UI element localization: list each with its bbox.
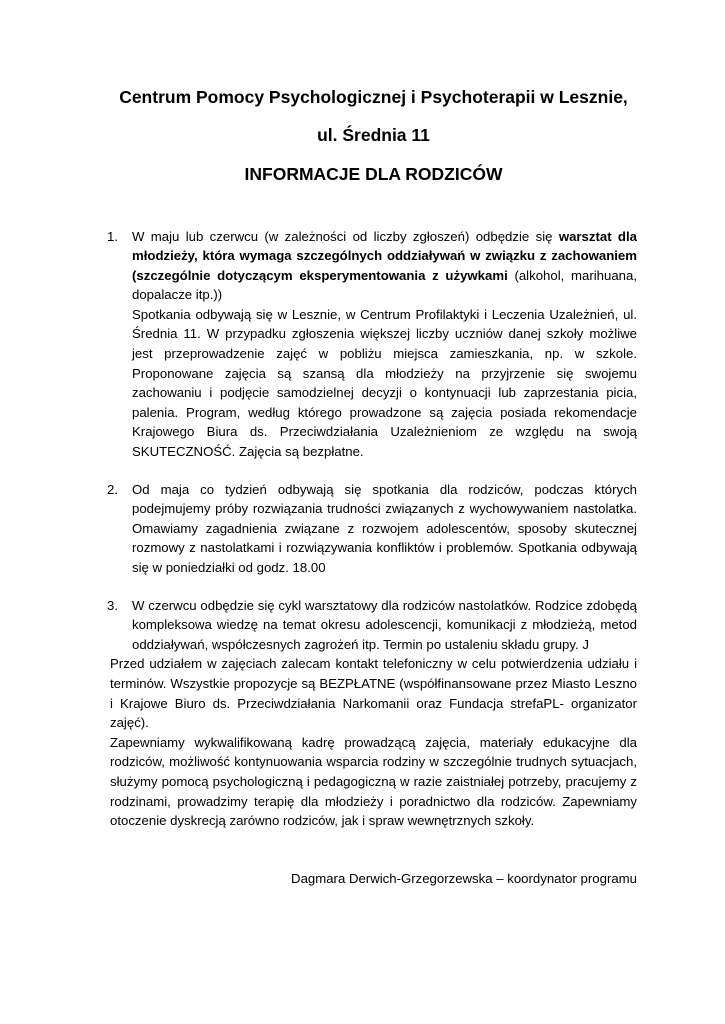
list-item-details: Spotkania odbywają się w Lesznie, w Centrum Profilaktyki i Leczenia Uzależnień, ul. Średnia 11. W przypadku zgłoszenia większej liczby uczniów danej szkoły możliwe jest przeprowadzenie zajęć w pobliżu miejsca zamieszkania, np. w szkole. Proponowane zajęcia są szansą dla młodzieży na przyjrzenie się swojemu zachowaniu i podjęcie samodzielnej decyzji o kontynuacji lub zaprzestania picia, palenia. Program, według którego prowadzone są zajęcia posiada rekomendacje Krajowego Biura ds. Przeciwdziałania Uzależnieniom ze względu na swoją SKUTECZNOŚĆ. Zajęcia są bezpłatne. xyxy=(132,306,637,460)
list-item-number: 3. xyxy=(107,597,118,613)
contact-paragraph: Przed udziałem w zajęciach zalecam kontakt telefoniczny w celu potwierdzenia udziału i terminów. Wszystkie propozycje są BEZPŁATNE (współfinansowane przez Miasto Leszno i Krajowe Biuro ds. Przeciwdziałania Narkomanii oraz Fundacja strefaPL- organizator zajęć). xyxy=(110,656,637,731)
list-item xyxy=(107,227,637,462)
offer-paragraph: Zapewniamy wykwalifikowaną kadrę prowadzącą zajęcia, materiały edukacyjne dla rodziców, możliwość kontynuowania wsparcia rodziny w szczególnie trudnych sytuacjach, służymy pomocą psychologiczną i pedagogiczną w razie zaistniałej potrzeby, pracujemy z rodzinami, prowadzimy terapię dla młodzieży i poradnictwo dla rodziców. Zapewniamy otoczenie dyskrecją zarówno rodziców, jak i spraw wewnętrznych szkoły. xyxy=(110,734,637,829)
list-item-number: 1. xyxy=(107,228,118,244)
list-item-text: W maju lub czerwcu (w zależności od liczby zgłoszeń) odbędzie się xyxy=(132,228,559,244)
list-item-text: Od maja co tydzień odbywają się spotkania dla rodziców, podczas których podejmujemy próby rozwiązania trudności związanych z wychowywaniem nastolatka. Omawiamy zagadnienia związane z rozwojem adolescentów, sposoby skutecznej rozmowy z nastolatkami i rozwiązywania konfliktów i problemów. Spotkania odbywają się w poniedziałki od godz. 18.00 xyxy=(132,481,637,575)
document-address: ul. Średnia 11 xyxy=(317,124,430,145)
list-item-number: 2. xyxy=(107,481,118,497)
document-heading: INFORMACJE DLA RODZICÓW xyxy=(244,164,503,184)
list-item-text: (alkohol, marihuana, dopalacze itp.)) xyxy=(132,267,637,303)
list-item xyxy=(107,480,637,578)
info-list xyxy=(107,227,637,655)
list-item xyxy=(107,596,637,655)
document-title-line1: Centrum Pomocy Psychologicznej i Psychoterapii w Lesznie, xyxy=(119,87,628,107)
list-item-text: W czerwcu odbędzie się cykl warsztatowy dla rodziców nastolatków. Rodzice zdobędą kompleksowa wiedzę na temat okresu adolescencji, komunikacji z młodzieżą, metod oddziaływań, współczesnych zagrożeń itp. Termin po ustaleniu składu grupy. J xyxy=(132,597,637,652)
signature: Dagmara Derwich-Grzegorzewska – koordynator programu xyxy=(291,870,637,886)
list-item-bold-text: warsztat dla młodzieży, która wymaga szczególnych oddziaływań w związku z zachowaniem (szczególnie dotyczącym eksperymentowania z używkami xyxy=(132,228,637,283)
